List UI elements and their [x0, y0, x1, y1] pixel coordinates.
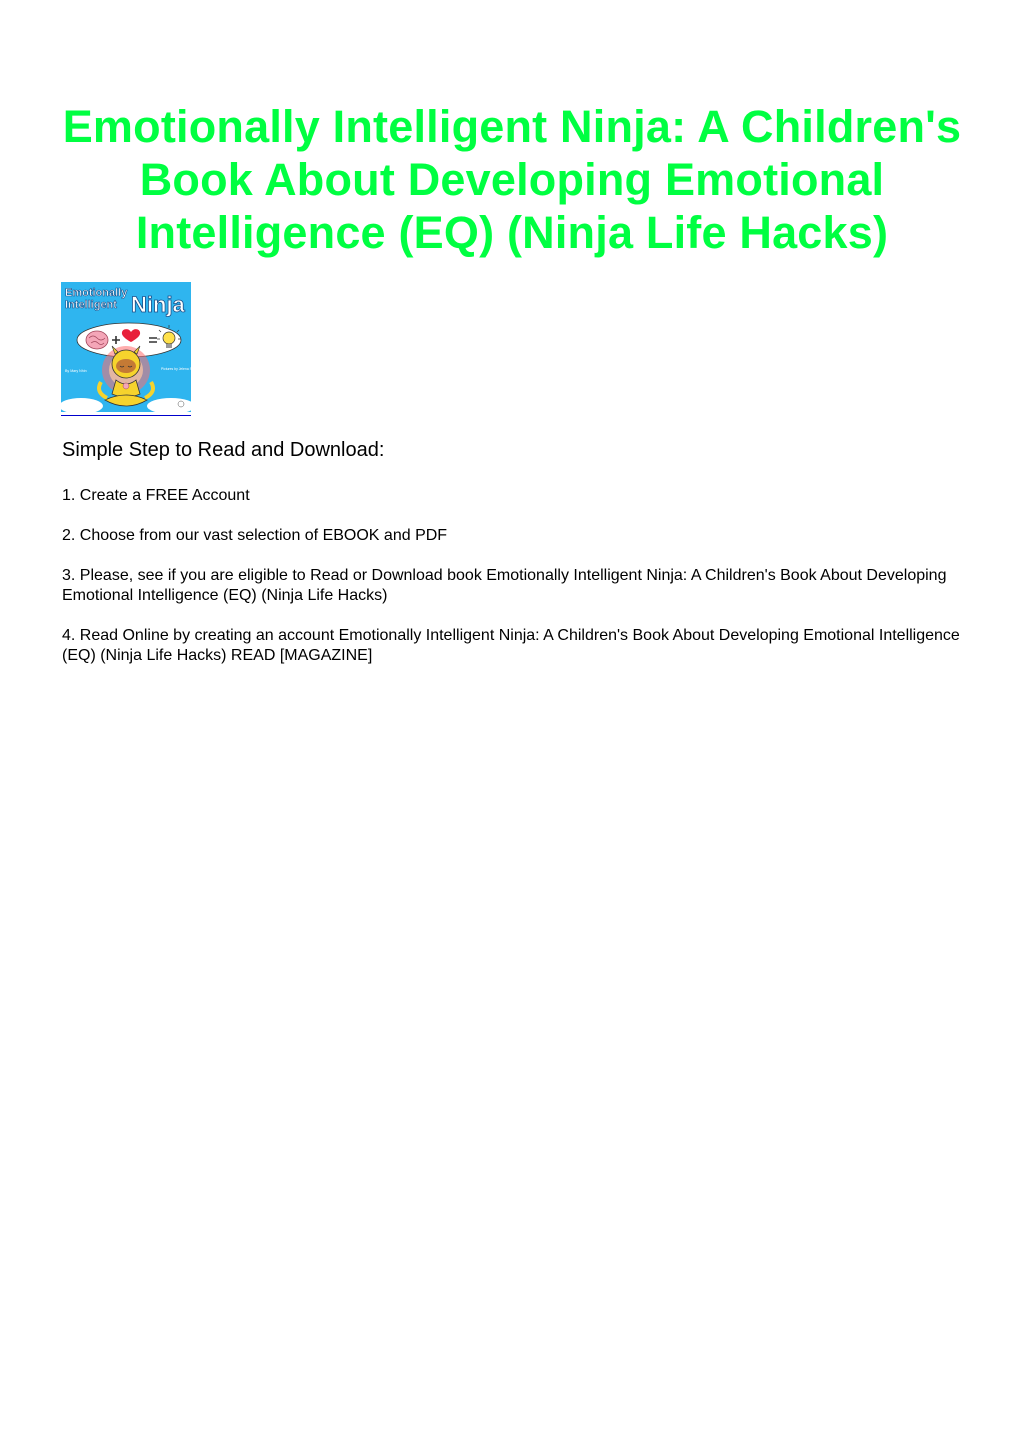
step-4: 4. Read Online by creating an account Emotionally Intelligent Ninja: A Children's Book About Developing Emotional Intelligence (EQ) (Ninja Life Hacks) READ [MAGAZINE]: [62, 627, 960, 664]
cover-author: By Mary Nhin: [65, 369, 87, 373]
page-title: Emotionally Intelligent Ninja: A Children's Book About Developing Emotional Intelligence (EQ) (Ninja Life Hacks): [62, 101, 962, 258]
publisher-logo: [178, 401, 184, 407]
book-cover-link[interactable]: [61, 282, 200, 416]
step-3: 3. Please, see if you are eligible to Read or Download book Emotionally Intelligent Ninja: A Children's Book About Developing Emotional Intelligence (EQ) (Ninja Life Hacks): [62, 567, 947, 604]
light-bulb-icon: [163, 332, 175, 344]
brain-icon: [86, 331, 108, 349]
instructions-heading: Simple Step to Read and Download:: [62, 439, 385, 461]
cover-illustrator: Pictures by Jelena Stupar: [161, 367, 200, 371]
book-cover-image: [61, 282, 200, 412]
cover-title-line2: Intelligent: [65, 299, 117, 311]
download-instructions: [62, 436, 962, 686]
cover-title-line1: Emotionally: [65, 287, 128, 299]
step-1: 1. Create a FREE Account: [62, 487, 250, 504]
step-2: 2. Choose from our vast selection of EBOOK and PDF: [62, 527, 448, 544]
cover-title-big: Ninja: [131, 292, 185, 317]
